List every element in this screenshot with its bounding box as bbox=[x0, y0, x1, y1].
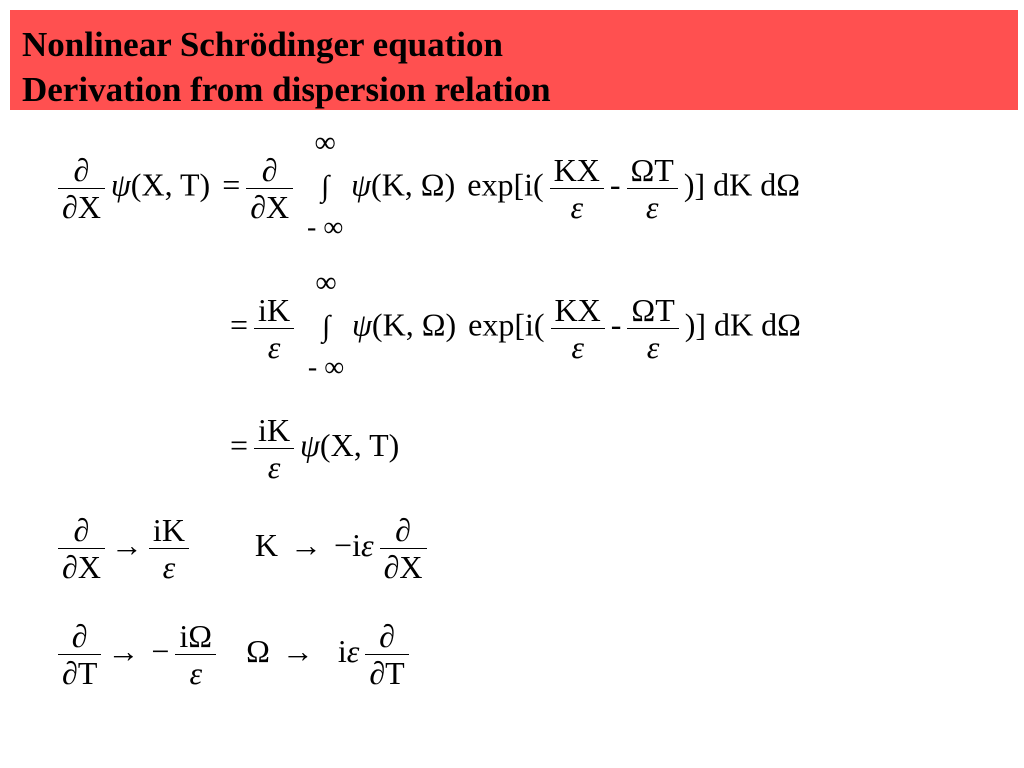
minus-sign: - bbox=[609, 166, 621, 203]
exp-open: exp[i( bbox=[467, 166, 544, 203]
arrow: → bbox=[290, 526, 323, 563]
ik-over-eps: $\frac{iK}{\varepsilon}$ bbox=[254, 292, 294, 365]
arg-xt: (X, T) bbox=[319, 426, 400, 463]
psi-symbol: ψ bbox=[110, 166, 131, 203]
partial-t-operator: $\frac{\partial}{\partial T}$ bbox=[58, 618, 101, 691]
kx-over-eps: $\frac{KX}{\varepsilon}$ bbox=[550, 152, 604, 225]
slide-title-line-2: Derivation from dispersion relation bbox=[22, 70, 551, 109]
arrow: → bbox=[281, 632, 314, 669]
eps-symbol: ε bbox=[346, 632, 360, 669]
arg-xt: (X, T) bbox=[130, 166, 211, 203]
equals-sign: = bbox=[230, 426, 249, 463]
exp-open: exp[i( bbox=[468, 306, 545, 343]
equation-line-2 bbox=[230, 268, 801, 388]
psi-symbol: ψ bbox=[351, 166, 372, 203]
equation-line-3 bbox=[230, 412, 399, 485]
partial-x-operator: $\frac{\partial}{\partial X}$ bbox=[58, 152, 105, 225]
i-symbol: i bbox=[352, 526, 361, 563]
partial-x-operator: $\frac{\partial}{\partial X}$ bbox=[246, 152, 293, 225]
equals-sign: = bbox=[230, 306, 249, 343]
arg-k-omega: (K, Ω) bbox=[371, 166, 456, 203]
omega-t-over-eps: $\frac{\Omega T}{\varepsilon}$ bbox=[627, 292, 678, 365]
partial-x-operator: $\frac{\partial}{\partial X}$ bbox=[58, 512, 105, 585]
integral-limits: ∞ ∫ - ∞ bbox=[307, 266, 345, 383]
kx-over-eps: $\frac{KX}{\varepsilon}$ bbox=[551, 292, 605, 365]
slide-title-line-1: Nonlinear Schrödinger equation bbox=[22, 25, 503, 64]
equation-line-5 bbox=[52, 618, 415, 691]
slide-title-bar bbox=[10, 10, 1018, 110]
partial-t-operator: $\frac{\partial}{\partial T}$ bbox=[365, 618, 408, 691]
equation-line-4 bbox=[52, 512, 433, 585]
minus-sign: - bbox=[610, 306, 622, 343]
partial-x-operator: $\frac{\partial}{\partial X}$ bbox=[380, 512, 427, 585]
i-omega-over-eps: $\frac{i\Omega}{\varepsilon}$ bbox=[175, 618, 216, 691]
omega-symbol: Ω bbox=[246, 632, 270, 669]
exp-close: )] dK dΩ bbox=[684, 306, 801, 343]
arg-k-omega: (K, Ω) bbox=[371, 306, 457, 343]
ik-over-eps: $\frac{iK}{\varepsilon}$ bbox=[149, 512, 189, 585]
equation-line-1 bbox=[52, 128, 800, 248]
k-symbol: K bbox=[254, 526, 279, 563]
psi-symbol: ψ bbox=[300, 426, 320, 463]
integral-limits: ∞ ∫ - ∞ bbox=[307, 126, 344, 243]
neg-sign: − bbox=[334, 526, 353, 563]
eps-symbol: ε bbox=[360, 526, 374, 563]
ik-over-eps: $\frac{iK}{\varepsilon}$ bbox=[254, 412, 294, 485]
equals-sign: = bbox=[222, 166, 241, 203]
omega-t-over-eps: $\frac{\Omega T}{\varepsilon}$ bbox=[627, 152, 678, 225]
neg-sign: − bbox=[151, 632, 170, 669]
psi-symbol: ψ bbox=[352, 306, 372, 343]
arrow: → bbox=[107, 632, 140, 669]
arrow: → bbox=[110, 526, 143, 563]
exp-close: )] dK dΩ bbox=[683, 166, 801, 203]
i-symbol: i bbox=[337, 632, 347, 669]
